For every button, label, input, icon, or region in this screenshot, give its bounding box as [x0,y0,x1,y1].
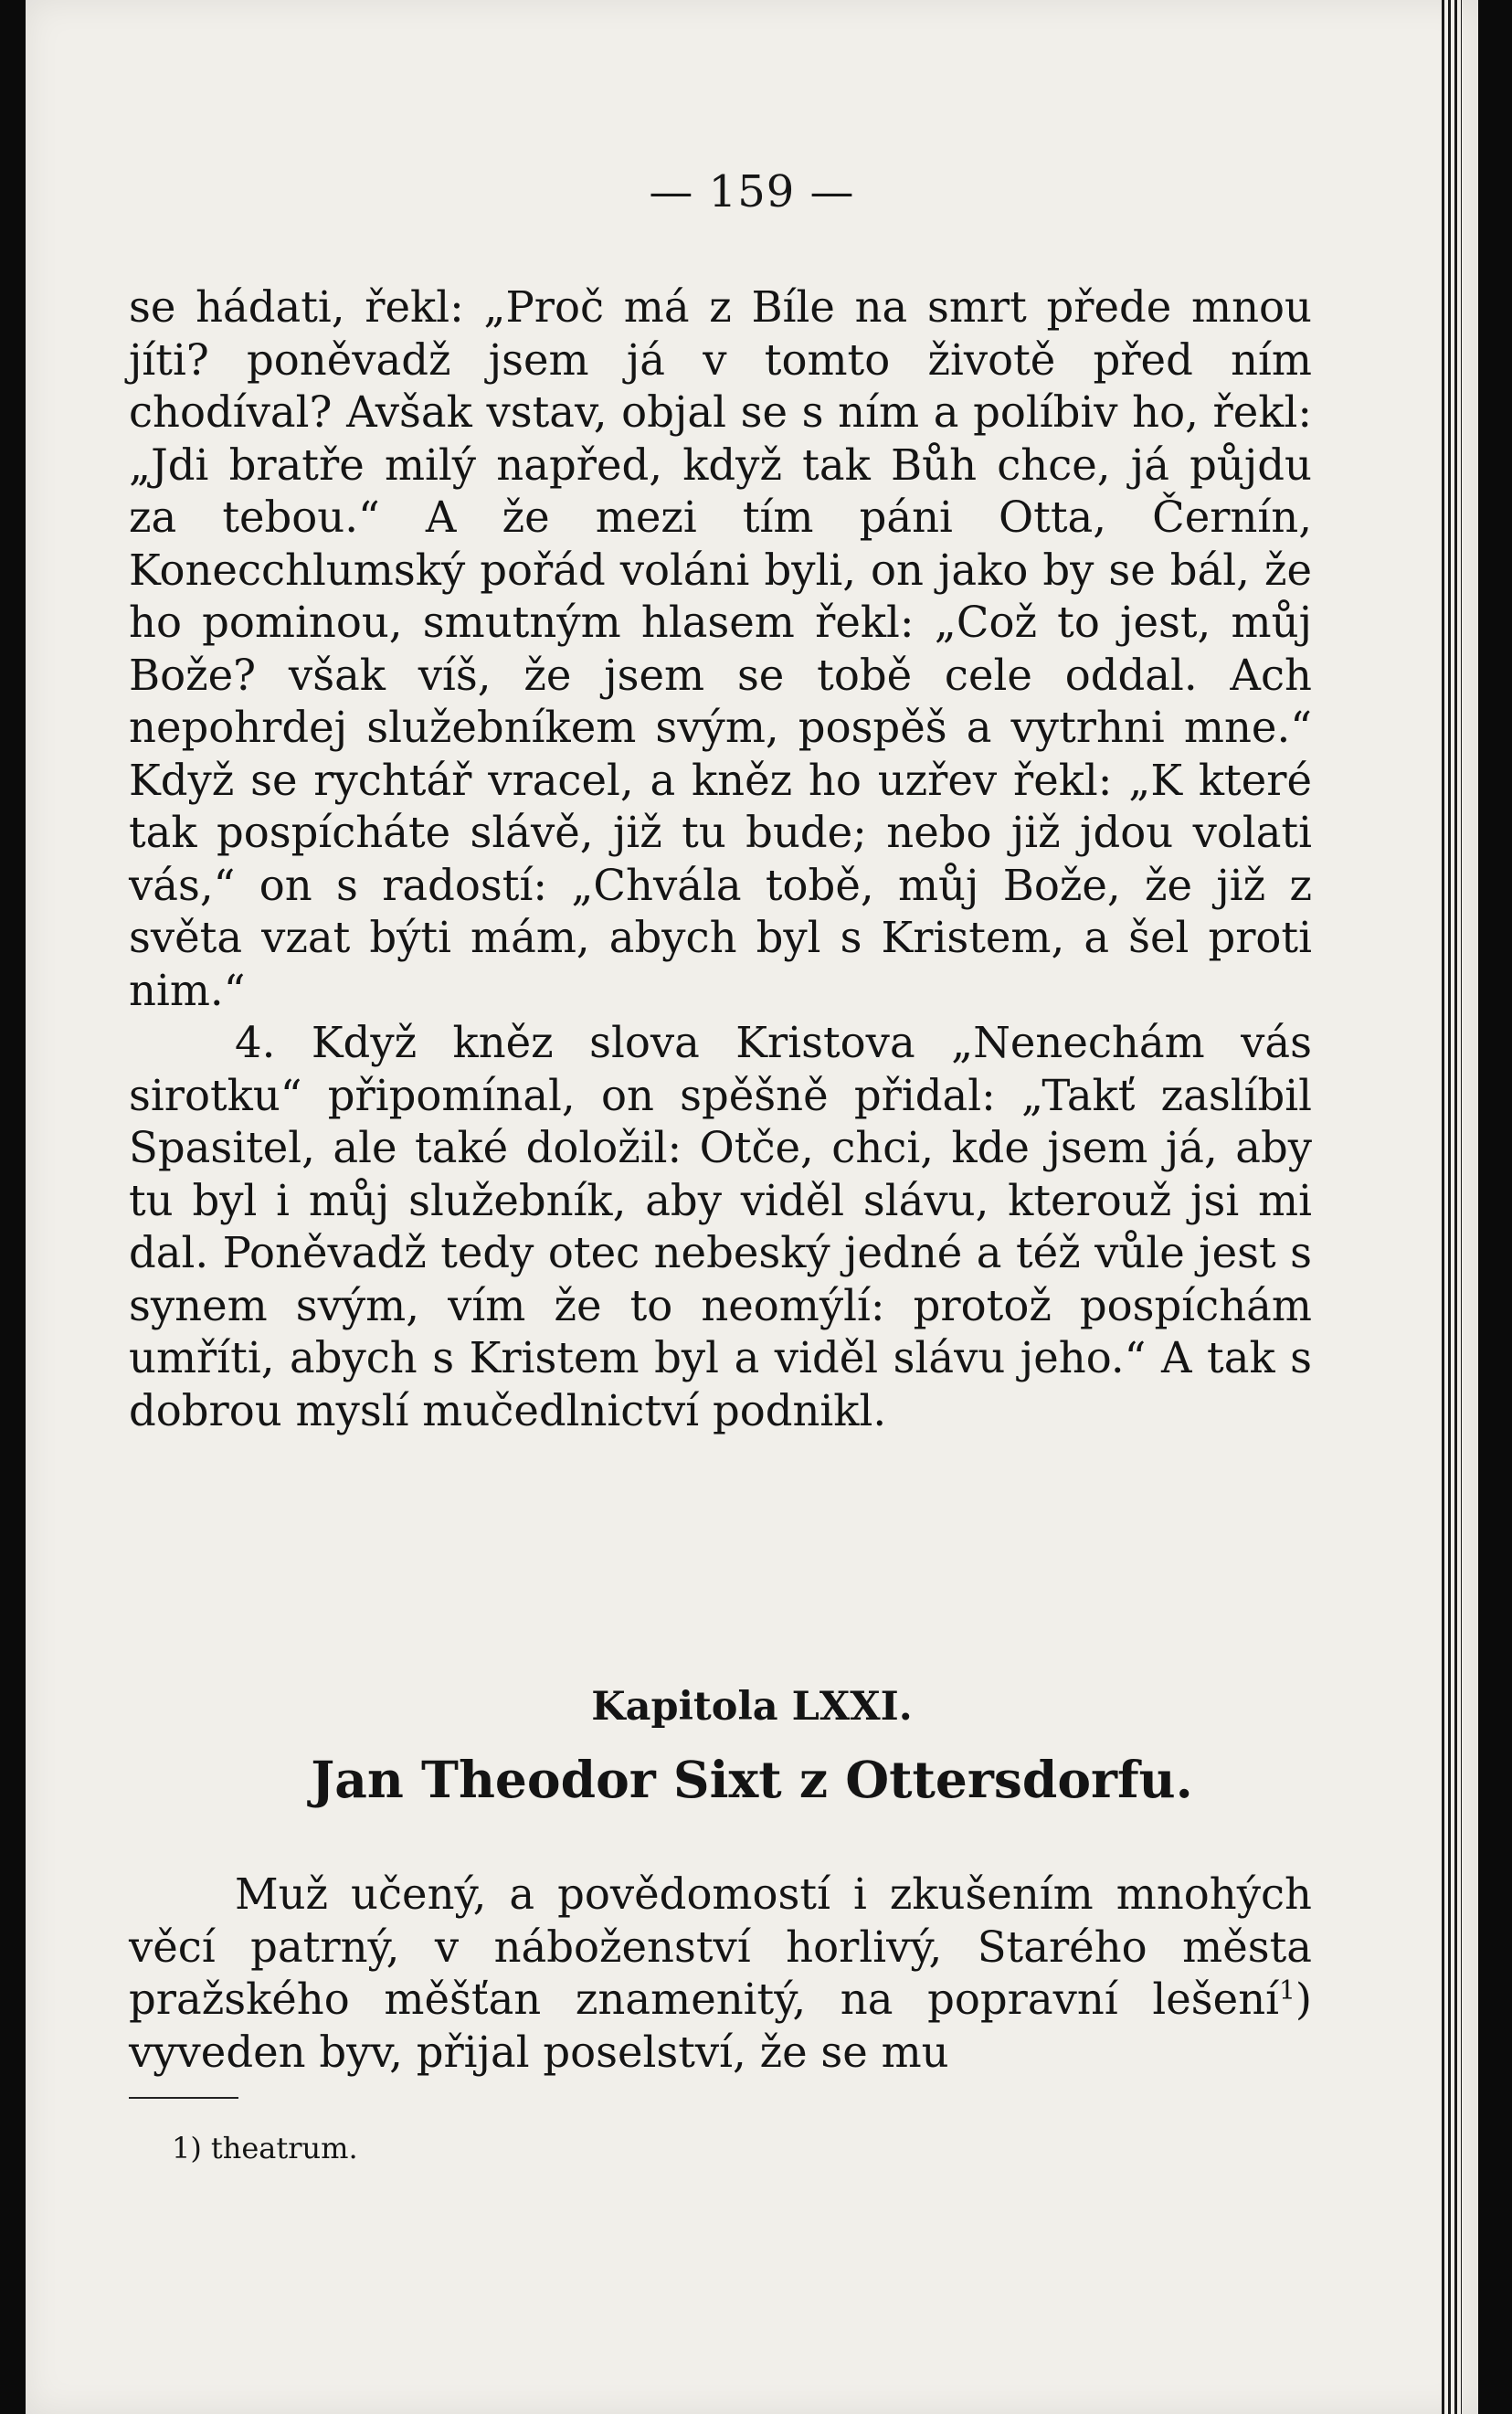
chapter-title: Jan Theodor Sixt z Ottersdorfu. [311,1750,1193,1809]
continued-text-block [129,281,1312,1437]
footnote-divider [129,2097,238,2099]
footnote-reference: 1 [1279,1975,1295,2006]
paragraph-continued: se hádati, řekl: „Proč má z Bíle na smrt přede mnou jíti? poněvadž jsem já v tomto životě před ním chodíval? Avšak vstav, objal se s ním a políbiv ho, řekl: „Jdi bratře milý napřed, když tak Bůh chce, já půjdu za tebou.“ A že mezi tím páni Otta, Černín, Konecchlumský pořád voláni byli, on jako by se bál, že ho pominou, smutným hlasem řekl: „Což to jest, můj Bože? však víš, že jsem se tobě cele oddal. Ach nepohrdej služebníkem svým, pospěš a vytrhni mne.“ Když se rychtář vracel, a kněz ho uzřev řekl: „K které tak pospícháte slávě, již tu bude; nebo již jdou volati vás,“ on s radostí: „Chvála tobě, můj Bože, že již z světa vzat býti mám, abych byl s Kristem, a šel proti nim.“ [129,282,1312,1015]
opening-text: Muž učený, a povědomostí i zkušením mnohých věcí patrný, v náboženství horlivý, Starého města pražského měšťan znamenitý, na popravní lešení [129,1869,1312,2024]
book-page [26,0,1478,2414]
footnote-mark: 1) [172,2131,202,2165]
chapter-opening-paragraph [129,1869,1312,2079]
chapter-label: Kapitola LXXI. [591,1684,913,1730]
page-edge-shadow [1442,0,1462,2414]
chapter-opening-text [129,1869,1312,2079]
paragraph-numbered-4: 4. Když kněz slova Kristova „Nenechám vás sirotku“ připomínal, on spěšně přidal: „Takť zaslíbil Spasitel, ale také doložil: Otče, chci, kde jsem já, aby tu byl i můj služebník, aby viděl slávu, kterouž jsi mi dal. Poněvadž tedy otec nebeský jedné a též vůle jest s synem svým, vím že to neomýlí: protož pospíchám umříti, abych s Kristem byl a viděl slávu jeho.“ A tak s dobrou myslí mučedlnictví podnikl. [129,1018,1312,1435]
footnote-text: theatrum. [210,2131,358,2165]
opening-text-continued: ) vyveden byv, přijal poselství, že se mu [129,1975,1312,2077]
page-number: — 159 — [649,166,855,217]
footnote [172,2131,358,2165]
